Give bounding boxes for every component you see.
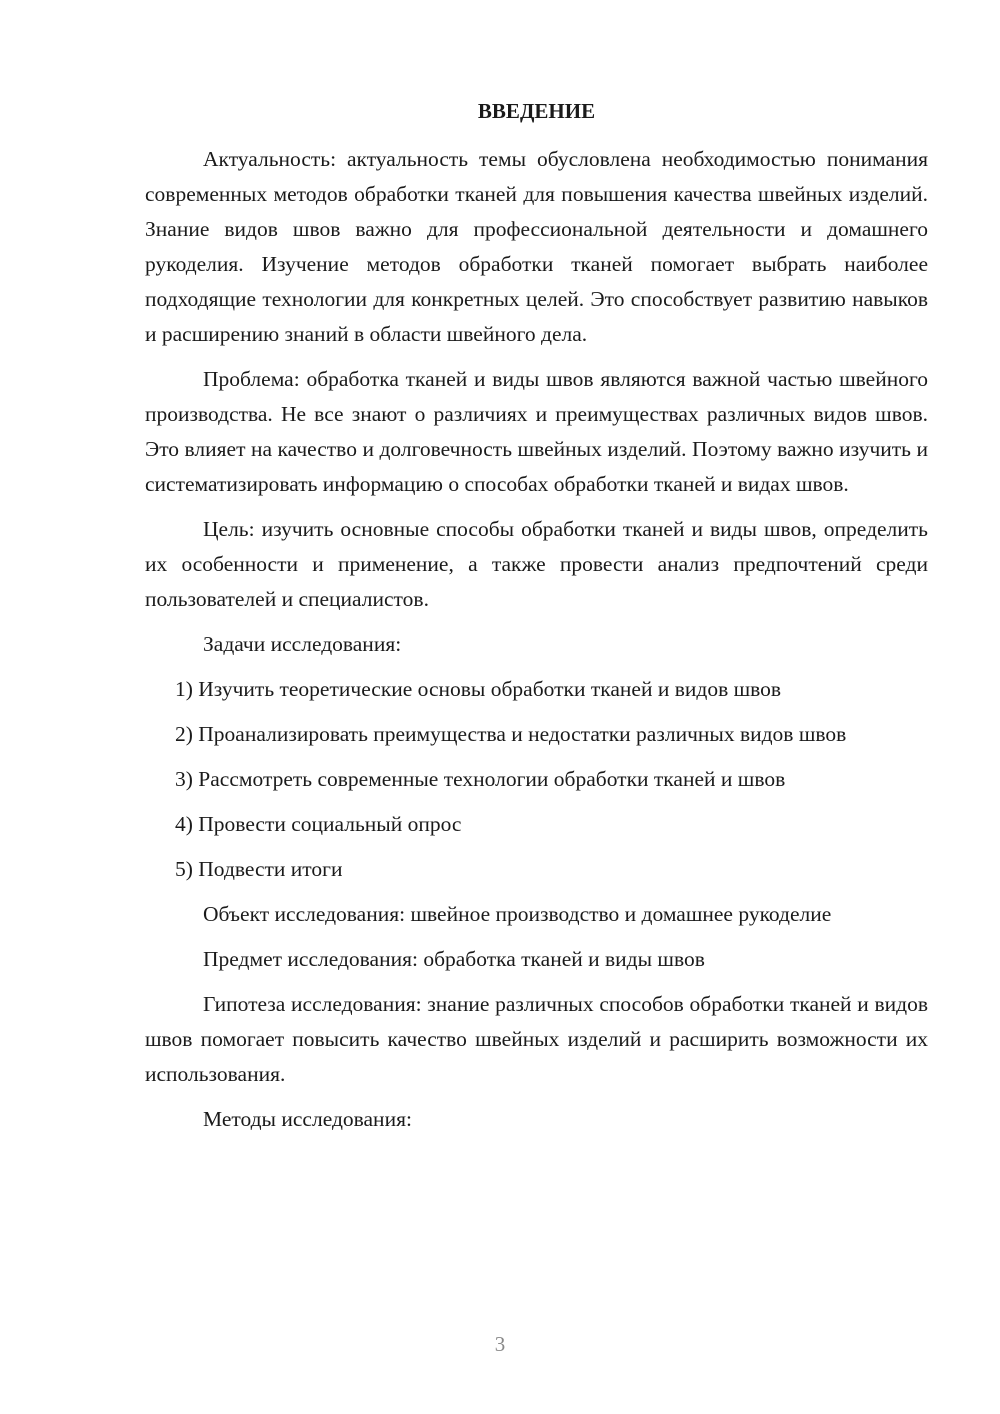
paragraph-hypothesis: Гипотеза исследования: знание различных способов обработки тканей и видов швов помогает повысить качество швейных изделий и расширить возможности их использования. [145, 992, 928, 1086]
page-content [145, 96, 928, 1147]
paragraph-goal: Цель: изучить основные способы обработки тканей и виды швов, определить их особенности и применение, а также провести анализ предпочтений среди пользователей и специалистов. [145, 517, 928, 611]
task-item-5: 5) Подвести итоги [175, 857, 343, 881]
task-item-3: 3) Рассмотреть современные технологии обработки тканей и швов [175, 767, 786, 791]
task-item-4: 4) Провести социальный опрос [175, 812, 462, 836]
task-item-2: 2) Проанализировать преимущества и недостатки различных видов швов [175, 722, 847, 746]
paragraph-methods: Методы исследования: [203, 1107, 412, 1131]
tasks-heading: Задачи исследования: [203, 632, 402, 656]
paragraph-subject: Предмет исследования: обработка тканей и виды швов [203, 947, 705, 971]
task-item-1: 1) Изучить теоретические основы обработки тканей и видов швов [175, 677, 782, 701]
page-number: 3 [494, 1332, 506, 1356]
paragraph-relevance: Актуальность: актуальность темы обусловлена необходимостью понимания современных методов обработки тканей для повышения качества швейных изделий. Знание видов швов важно для профессиональной деятельности и домашнего рукоделия. Изучение методов обработки тканей помогает выбрать наиболее подходящие технологии для конкретных целей. Это способствует развитию навыков и расширению знаний в области швейного дела. [145, 147, 928, 346]
page-title: ВВЕДЕНИЕ [477, 99, 596, 123]
paragraph-object: Объект исследования: швейное производство и домашнее рукоделие [203, 902, 832, 926]
paragraph-problem: Проблема: обработка тканей и виды швов являются важной частью швейного производства. Не все знают о различиях и преимуществах различных видов швов. Это влияет на качество и долговечность швейных изделий. Поэтому важно изучить и систематизировать информацию о способах обработки тканей и видах швов. [145, 367, 928, 496]
